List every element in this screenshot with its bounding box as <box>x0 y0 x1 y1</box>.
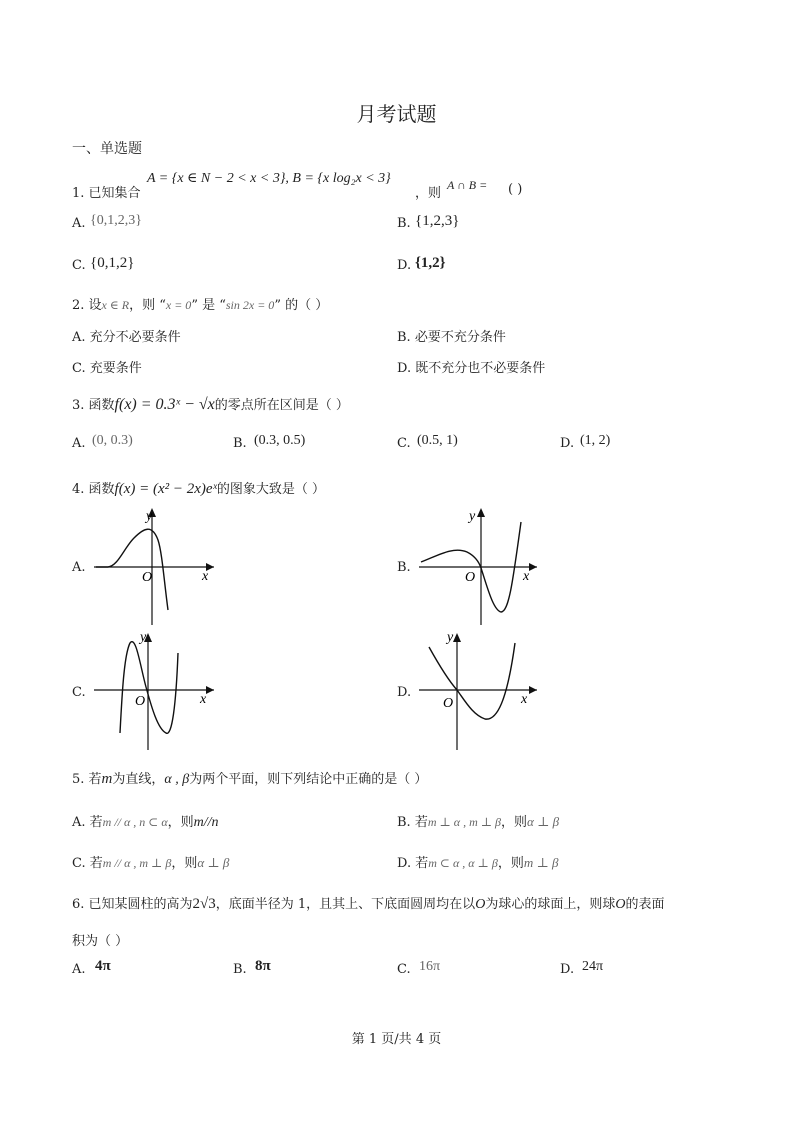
q6-option-a: 4π <box>95 958 111 974</box>
graph-b-y-label: y <box>469 509 476 524</box>
q6-text-c: 为球心的球面上，则球 <box>485 897 616 912</box>
q4-text-a: 4. 函数 <box>72 482 115 497</box>
q5-math-m: m <box>101 771 113 787</box>
q1-option-a: {0,1,2,3} <box>90 213 142 228</box>
q5-a-text: A. 若 <box>72 815 103 830</box>
graph-c-x-label: x <box>200 692 207 707</box>
q2-option-c: C. 充要条件 <box>72 361 142 376</box>
graph-a-origin: O <box>142 570 153 585</box>
graph-a-curve <box>96 529 168 610</box>
q2-text-d: ” 的（ ） <box>274 298 329 313</box>
q3-function: f(x) = 0.3ˣ − √x <box>114 396 215 413</box>
graph-c-y-label: y <box>140 630 147 645</box>
q5-d-then: ，则 <box>497 856 524 871</box>
q5-c-result: α ⊥ β <box>197 855 230 870</box>
q6-option-d-label: D. <box>560 962 575 977</box>
graph-c <box>90 625 220 755</box>
q3-stem <box>72 394 349 414</box>
q3-option-d-label: D. <box>560 436 575 451</box>
q4-stem <box>72 478 325 498</box>
q1-intersection: A ∩ B = <box>447 178 488 192</box>
q3-option-a: (0, 0.3) <box>92 433 133 448</box>
q3-option-c: (0.5, 1) <box>417 433 458 448</box>
q6-option-d: 24π <box>582 959 604 974</box>
q2-option-b: B. 必要不充分条件 <box>397 330 506 345</box>
q5-stem <box>72 768 427 788</box>
q3-option-b-label: B. <box>233 436 247 451</box>
q3-text-a: 3. 函数 <box>72 398 115 413</box>
graph-a-x-label: x <box>202 569 209 584</box>
q1-option-b: {1,2,3} <box>415 213 460 229</box>
q4-text-b: 的图象大致是（ ） <box>216 482 325 497</box>
q5-b-result: α ⊥ β <box>527 814 560 829</box>
q2-text-a: 2. 设 <box>72 298 102 313</box>
q4-function: f(x) = (x² − 2x)eˣ <box>114 481 217 497</box>
q1-stem: 1. 已知集合 <box>72 186 141 201</box>
q6-option-a-label: A. <box>72 962 86 977</box>
q1-set-definition: A = {x ∈ N − 2 < x < 3}, B = {x log₂x < 3} <box>147 171 391 186</box>
q2-option-a: A. 充分不必要条件 <box>72 330 181 345</box>
q5-c-cond: m // α , m ⊥ β <box>102 856 172 870</box>
q1-option-c-label: C. <box>72 258 86 273</box>
graph-b-x-arrow <box>529 563 537 571</box>
q4-option-d-label: D. <box>397 685 412 700</box>
page-title: 月考试题 <box>356 102 437 126</box>
q1-then: ，则 <box>415 186 442 201</box>
graph-d-x-label: x <box>521 692 528 707</box>
graph-d <box>415 625 545 755</box>
graph-d-y-arrow <box>453 633 461 642</box>
q6-line1 <box>72 893 664 913</box>
q3-text-b: 的零点所在区间是（ ） <box>214 398 349 413</box>
graph-d-curve <box>429 643 515 719</box>
graph-c-origin: O <box>135 694 146 709</box>
q1-option-d: {1,2} <box>415 255 446 271</box>
q2-text-c: ” 是 “ <box>191 298 226 313</box>
q3-option-c-label: C. <box>397 436 411 451</box>
q6-sphere: O <box>615 897 626 912</box>
q5-d-text: D. 若 <box>397 856 429 871</box>
q4-option-a-label: A. <box>72 560 86 575</box>
q4-option-c-label: C. <box>72 685 86 700</box>
q2-math-sine: sin 2x = 0 <box>225 298 275 312</box>
q5-text-b: 为直线， <box>112 772 165 787</box>
q5-text-a: 5. 若 <box>72 772 102 787</box>
graph-a-y-label: y <box>146 509 153 524</box>
q2-math-condition: x = 0 <box>165 298 192 312</box>
graph-d-y-label: y <box>447 630 454 645</box>
q5-a-result: m//n <box>193 815 219 830</box>
q5-d-cond: m ⊂ α , α ⊥ β <box>428 856 498 870</box>
q2-math-domain: x ∈ R <box>101 298 130 312</box>
q6-option-c-label: C. <box>397 962 411 977</box>
q2-stem <box>72 294 328 313</box>
q5-option-c <box>72 852 229 871</box>
q5-c-text: C. 若 <box>72 856 103 871</box>
section-heading: 一、单选题 <box>72 141 142 157</box>
q6-text-a: 6. 已知某圆柱的高为 <box>72 897 193 912</box>
q5-c-then: ，则 <box>171 856 198 871</box>
q2-text-b: ，则 “ <box>129 298 166 313</box>
q3-option-d: (1, 2) <box>580 433 611 448</box>
q3-option-b: (0.3, 0.5) <box>254 433 306 448</box>
q4-option-b-label: B. <box>397 560 411 575</box>
q5-option-d <box>397 852 558 871</box>
q6-option-c: 16π <box>419 959 441 974</box>
page-footer: 第 1 页/共 4 页 <box>351 1032 442 1047</box>
graph-c-curve <box>120 642 178 734</box>
q6-option-b-label: B. <box>233 962 247 977</box>
graph-b-x-label: x <box>523 569 530 584</box>
q5-math-planes: α , β <box>164 772 190 787</box>
graph-d-x-arrow <box>529 686 537 694</box>
graph-d-origin: O <box>443 696 454 711</box>
q2-option-d: D. 既不充分也不必要条件 <box>397 361 546 376</box>
graph-a <box>90 500 220 630</box>
q6-height: 2√3 <box>192 896 216 912</box>
q6-center: O <box>475 897 486 912</box>
q5-b-cond: m ⊥ α , m ⊥ β <box>427 815 502 829</box>
q6-text-b: ，底面半径为 1，且其上、下底面圆周均在以 <box>215 897 476 912</box>
q6-text-d: 的表面 <box>625 897 665 912</box>
q1-option-a-label: A. <box>72 216 86 231</box>
q5-d-result: m ⊥ β <box>523 855 559 870</box>
q1-option-b-label: B. <box>397 216 411 231</box>
q5-text-c: 为两个平面，则下列结论中正确的是（ ） <box>189 772 428 787</box>
q5-b-text: B. 若 <box>397 815 428 830</box>
q5-option-a <box>72 811 219 831</box>
q6-option-b: 8π <box>255 958 271 974</box>
graph-b <box>415 500 545 630</box>
q6-line2: 积为（ ） <box>72 934 129 949</box>
q5-b-then: ，则 <box>501 815 528 830</box>
q5-option-b <box>397 811 559 830</box>
q1-option-d-label: D. <box>397 258 412 273</box>
q1-paren: ( ) <box>508 182 523 197</box>
q1-option-c: {0,1,2} <box>90 255 135 271</box>
q5-a-cond: m // α , n ⊂ α <box>102 815 168 829</box>
q3-option-a-label: A. <box>72 436 86 451</box>
graph-c-x-arrow <box>206 686 214 694</box>
q5-a-then: ，则 <box>167 815 194 830</box>
graph-b-y-arrow <box>477 508 485 517</box>
graph-b-origin: O <box>465 570 476 585</box>
